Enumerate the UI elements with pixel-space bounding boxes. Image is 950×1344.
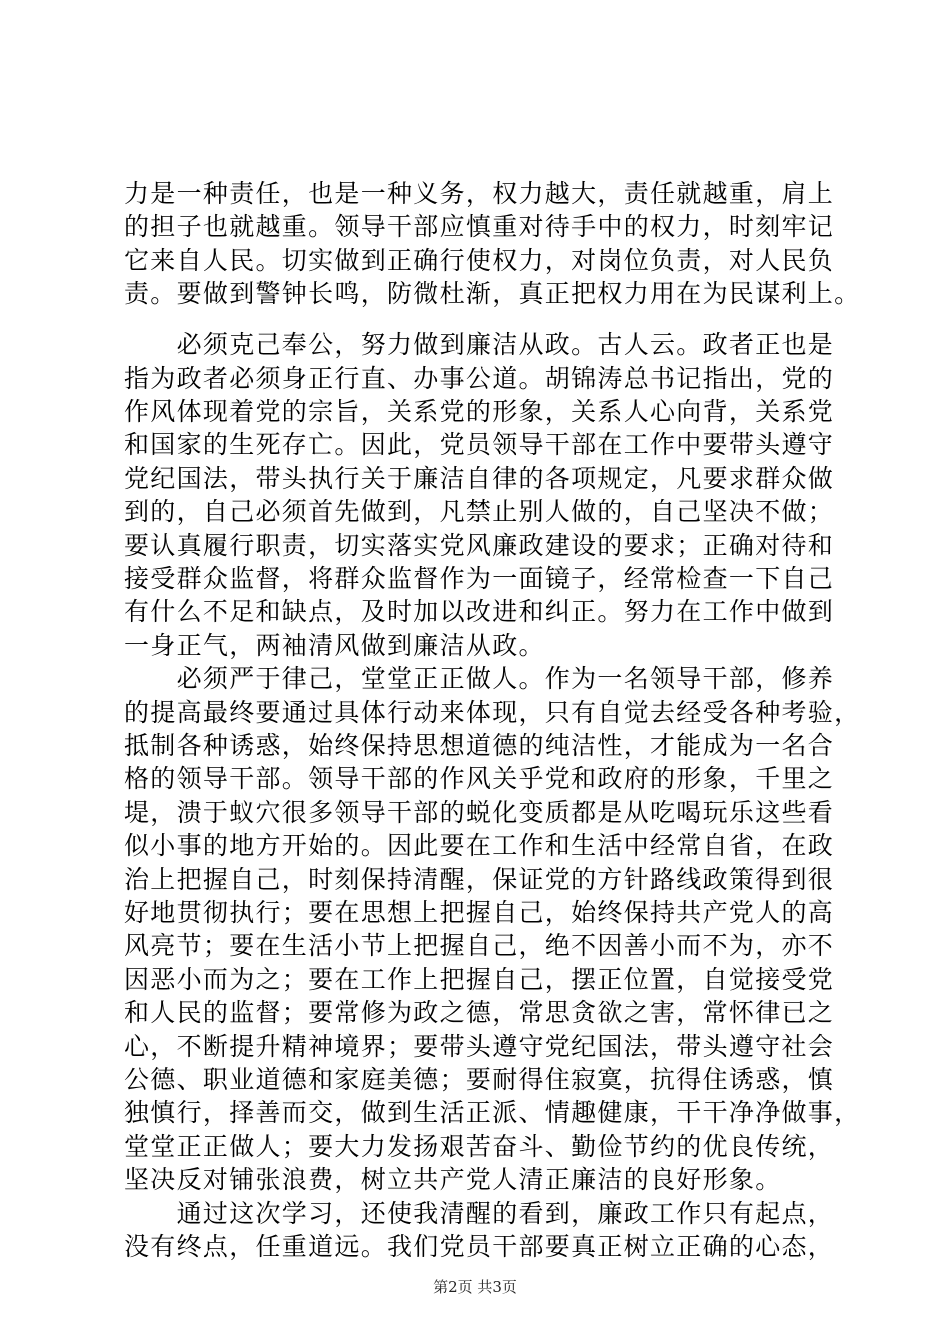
- text-line: 坚决反对铺张浪费，树立共产党人清正廉洁的良好形象。: [124, 1165, 782, 1194]
- page-number-footer: 第2页 共3页: [433, 1278, 517, 1296]
- text-line: 力是一种责任，也是一种义务，权力越大，责任就越重，肩上: [124, 179, 835, 208]
- text-line: 治上把握自己，时刻保持清醒，保证党的方针路线政策得到很: [124, 865, 835, 894]
- text-line: 责。要做到警钟长鸣，防微杜渐，真正把权力用在为民谋利上。: [124, 279, 861, 308]
- text-line: 和国家的生死存亡。因此，党员领导干部在工作中要带头遵守: [124, 430, 835, 459]
- text-line: 必须克己奉公，努力做到廉洁从政。古人云。政者正也是: [124, 330, 835, 359]
- text-line: 作风体现着党的宗旨，关系党的形象，关系人心向背，关系党: [124, 397, 835, 426]
- text-line: 通过这次学习，还使我清醒的看到，廉政工作只有起点，: [124, 1199, 835, 1228]
- text-line: 堂堂正正做人；要大力发扬艰苦奋斗、勤俭节约的优良传统，: [124, 1132, 835, 1161]
- text-line: 接受群众监督，将群众监督作为一面镜子，经常检查一下自己: [124, 564, 835, 593]
- text-line: 到的，自己必须首先做到，凡禁止别人做的，自己坚决不做；: [124, 497, 835, 526]
- text-line: 的担子也就越重。领导干部应慎重对待手中的权力，时刻牢记: [124, 212, 835, 241]
- text-line: 党纪国法，带头执行关于廉洁自律的各项规定，凡要求群众做: [124, 464, 835, 493]
- text-line: 公德、职业道德和家庭美德；要耐得住寂寞，抗得住诱惑，慎: [124, 1065, 835, 1094]
- text-line: 独慎行，择善而交，做到生活正派、情趣健康，干干净净做事，: [124, 1098, 861, 1127]
- text-line: 没有终点，任重道远。我们党员干部要真正树立正确的心态，: [124, 1232, 835, 1261]
- text-line: 因恶小而为之；要在工作上把握自己，摆正位置，自觉接受党: [124, 965, 835, 994]
- text-line: 堤，溃于蚁穴很多领导干部的蜕化变质都是从吃喝玩乐这些看: [124, 798, 835, 827]
- text-line: 要认真履行职责，切实落实党风廉政建设的要求；正确对待和: [124, 531, 835, 560]
- text-line: 一身正气，两袖清风做到廉洁从政。: [124, 631, 545, 660]
- text-line: 它来自人民。切实做到正确行使权力，对岗位负责，对人民负: [124, 246, 835, 275]
- text-line: 必须严于律己，堂堂正正做人。作为一名领导干部，修养: [124, 664, 835, 693]
- text-line: 心，不断提升精神境界；要带头遵守党纪国法，带头遵守社会: [124, 1032, 835, 1061]
- text-line: 抵制各种诱惑，始终保持思想道德的纯洁性，才能成为一名合: [124, 731, 835, 760]
- text-line: 指为政者必须身正行直、办事公道。胡锦涛总书记指出，党的: [124, 364, 835, 393]
- text-line: 有什么不足和缺点，及时加以改进和纠正。努力在工作中做到: [124, 597, 835, 626]
- text-line: 的提高最终要通过具体行动来体现，只有自觉去经受各种考验，: [124, 698, 861, 727]
- text-line: 似小事的地方开始的。因此要在工作和生活中经常自省，在政: [124, 831, 835, 860]
- text-line: 格的领导干部。领导干部的作风关乎党和政府的形象，千里之: [124, 764, 835, 793]
- text-line: 风亮节；要在生活小节上把握自己，绝不因善小而不为，亦不: [124, 931, 835, 960]
- text-line: 好地贯彻执行；要在思想上把握自己，始终保持共产党人的高: [124, 898, 835, 927]
- text-line: 和人民的监督；要常修为政之德，常思贪欲之害，常怀律已之: [124, 998, 835, 1027]
